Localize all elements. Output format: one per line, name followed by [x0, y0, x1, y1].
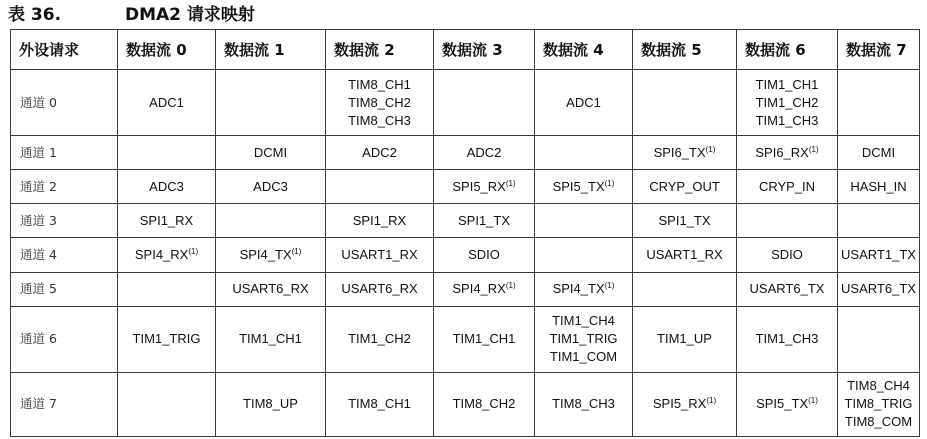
request-label: SPI1_TX [658, 212, 711, 228]
table-cell [535, 272, 633, 306]
table-title: DMA2 请求映射 [125, 5, 255, 25]
request-name [436, 144, 532, 162]
row-header-channel-7: 通道 7 [11, 372, 118, 436]
request-label: ADC2 [466, 144, 502, 160]
request-label: TIM1_CH3 [755, 112, 819, 128]
table-cell [434, 306, 535, 372]
table-cell [326, 204, 434, 238]
row-header-channel-1: 通道 1 [11, 136, 118, 170]
request-name [739, 246, 835, 264]
table-cell [326, 136, 434, 170]
table-cell [434, 170, 535, 204]
table-row [11, 70, 920, 136]
request-label: USART6_RX [232, 281, 309, 297]
request-name [328, 246, 431, 264]
row-header-channel-3: 通道 3 [11, 204, 118, 238]
request-label: SDIO [771, 247, 803, 263]
table-row [11, 372, 920, 436]
request-name [328, 330, 431, 348]
request-label: SPI6_RX [755, 144, 809, 160]
request-name [120, 178, 213, 196]
request-name [218, 280, 323, 298]
col-header-stream-4: 数据流 4 [535, 30, 633, 70]
request-name [840, 246, 917, 264]
request-label: DCMI [253, 144, 288, 160]
request-label: USART6_TX [841, 281, 916, 297]
request-label: ADC1 [149, 94, 184, 110]
table-row [11, 306, 920, 372]
request-name [328, 112, 431, 130]
request-name [635, 212, 734, 230]
request-name [537, 348, 630, 366]
table-cell [434, 238, 535, 272]
footnote-marker: (1) [188, 247, 199, 257]
col-header-peripheral-request: 外设请求 [11, 30, 118, 70]
table-cell [535, 170, 633, 204]
table-cell [737, 136, 838, 170]
table-cell [633, 238, 737, 272]
request-label: DCMI [861, 144, 896, 160]
table-cell [535, 70, 633, 136]
footnote-marker: (1) [706, 396, 717, 406]
request-name [840, 377, 917, 395]
footnote-marker: (1) [604, 178, 615, 188]
request-label: ADC1 [566, 94, 601, 110]
request-label: TIM8_CH2 [348, 94, 411, 110]
footnote-marker: (1) [505, 281, 516, 291]
table-cell [535, 372, 633, 436]
request-label: USART1_TX [841, 247, 916, 263]
request-name [739, 178, 835, 196]
request-label: TIM1_UP [657, 331, 712, 347]
request-label: TIM1_CH2 [348, 331, 411, 347]
request-label: SPI5_RX [652, 396, 707, 412]
table-cell [737, 306, 838, 372]
table-cell [118, 372, 216, 436]
request-label: SPI5_RX [452, 178, 506, 194]
request-label: USART1_RX [341, 247, 418, 263]
dma2-request-mapping-table [10, 29, 920, 437]
request-label: TIM1_TRIG [132, 331, 201, 347]
table-cell [535, 238, 633, 272]
request-label: TIM1_CH1 [755, 76, 819, 92]
request-name [739, 94, 835, 112]
request-name [635, 144, 734, 162]
table-cell [216, 238, 326, 272]
request-name [218, 330, 323, 348]
request-name [120, 94, 213, 112]
request-name [635, 395, 734, 413]
request-name [537, 178, 630, 196]
table-cell [118, 306, 216, 372]
request-label: TIM1_TRIG [549, 331, 618, 347]
table-row [11, 272, 920, 306]
table-cell [737, 70, 838, 136]
request-label: TIM8_CH4 [847, 378, 910, 394]
request-name [436, 280, 532, 298]
table-number: 表 36. [8, 5, 62, 25]
request-label: SDIO [468, 247, 500, 263]
request-label: SPI5_TX [552, 178, 605, 194]
request-label: SPI6_TX [653, 144, 706, 160]
request-name [436, 330, 532, 348]
col-header-stream-3: 数据流 3 [434, 30, 535, 70]
request-label: TIM8_CH3 [552, 396, 615, 412]
row-header-channel-6: 通道 6 [11, 306, 118, 372]
request-name [739, 112, 835, 130]
request-label: SPI4_RX [134, 247, 189, 263]
request-name [537, 330, 630, 348]
footnote-marker: (1) [505, 178, 516, 188]
footnote-marker: (1) [808, 144, 819, 154]
request-name [840, 395, 917, 413]
request-label: TIM8_TRIG [844, 396, 913, 412]
table-cell [838, 272, 920, 306]
table-cell [434, 136, 535, 170]
table-cell [838, 238, 920, 272]
table-cell [118, 272, 216, 306]
table-cell [737, 272, 838, 306]
request-name [328, 144, 431, 162]
table-cell [737, 372, 838, 436]
request-name [436, 212, 532, 230]
request-name [635, 330, 734, 348]
footnote-marker: (1) [291, 247, 302, 257]
table-cell [838, 306, 920, 372]
table-cell [216, 372, 326, 436]
request-name [635, 246, 734, 264]
table-cell [216, 272, 326, 306]
table-cell [434, 204, 535, 238]
request-name [537, 312, 630, 330]
request-name [436, 246, 532, 264]
table-cell [838, 372, 920, 436]
table-cell [118, 238, 216, 272]
request-name [328, 395, 431, 413]
row-header-channel-5: 通道 5 [11, 272, 118, 306]
request-label: ADC3 [149, 178, 184, 194]
table-cell [434, 372, 535, 436]
table-cell [633, 306, 737, 372]
request-name [739, 280, 835, 298]
request-label: TIM1_CH3 [755, 331, 819, 347]
request-name [739, 144, 835, 162]
col-header-stream-1: 数据流 1 [216, 30, 326, 70]
request-name [840, 178, 917, 196]
table-cell [326, 238, 434, 272]
request-label: TIM8_UP [243, 396, 298, 412]
footnote-marker: (1) [808, 396, 818, 406]
table-caption [8, 3, 255, 27]
request-name [328, 76, 431, 94]
request-label: SPI4_TX [552, 281, 605, 297]
request-label: TIM8_CH1 [348, 76, 411, 92]
request-label: TIM1_CH1 [452, 331, 516, 347]
table-cell [326, 306, 434, 372]
request-name [120, 246, 213, 264]
request-name [739, 76, 835, 94]
table-cell [118, 170, 216, 204]
request-name [328, 280, 431, 298]
table-cell [216, 170, 326, 204]
table-cell [326, 272, 434, 306]
col-header-stream-2: 数据流 2 [326, 30, 434, 70]
request-name [537, 280, 630, 298]
request-label: SPI1_RX [352, 212, 407, 228]
col-header-stream-0: 数据流 0 [118, 30, 216, 70]
header-row [11, 30, 920, 70]
table-cell [118, 70, 216, 136]
request-label: USART1_RX [646, 247, 723, 263]
table-cell [737, 170, 838, 204]
table-row [11, 238, 920, 272]
request-label: TIM8_CH1 [348, 396, 411, 412]
table-cell [434, 70, 535, 136]
table-body [11, 70, 920, 437]
table-cell [118, 204, 216, 238]
request-label: CRYP_IN [758, 178, 816, 194]
request-name [537, 395, 630, 413]
request-name [840, 144, 917, 162]
table-cell [535, 136, 633, 170]
table-cell [633, 170, 737, 204]
request-label: TIM8_CH3 [348, 112, 411, 128]
table-cell [838, 70, 920, 136]
request-name [218, 178, 323, 196]
request-label: TIM1_COM [549, 349, 618, 365]
footnote-marker: (1) [604, 281, 615, 291]
table-cell [633, 136, 737, 170]
table-cell [434, 272, 535, 306]
request-name [120, 212, 213, 230]
request-label: USART6_RX [341, 281, 418, 297]
table-cell [326, 372, 434, 436]
request-name [840, 413, 917, 431]
request-label: TIM1_CH2 [755, 94, 819, 110]
table-cell [216, 306, 326, 372]
table-cell [633, 204, 737, 238]
col-header-stream-5: 数据流 5 [633, 30, 737, 70]
table-cell [633, 372, 737, 436]
table-cell [838, 204, 920, 238]
request-name [436, 178, 532, 196]
request-name [739, 330, 835, 348]
request-label: SPI4_RX [452, 281, 506, 297]
table-cell [535, 306, 633, 372]
table-cell [118, 136, 216, 170]
table-cell [838, 170, 920, 204]
table-cell [326, 170, 434, 204]
request-label: SPI4_TX [239, 247, 292, 263]
table-cell [216, 70, 326, 136]
request-name [739, 395, 835, 413]
col-header-stream-6: 数据流 6 [737, 30, 838, 70]
request-name [218, 246, 323, 264]
request-name [537, 94, 630, 112]
table-row [11, 204, 920, 238]
request-name [218, 395, 323, 413]
request-label: TIM8_COM [844, 414, 913, 430]
table-cell [838, 136, 920, 170]
request-label: HASH_IN [850, 178, 907, 194]
request-label: SPI1_TX [457, 212, 511, 228]
footnote-marker: (1) [705, 144, 716, 154]
table-cell [633, 272, 737, 306]
request-label: ADC2 [362, 144, 397, 160]
request-label: SPI5_TX [756, 396, 809, 412]
request-name [218, 144, 323, 162]
request-name [120, 330, 213, 348]
table-cell [737, 238, 838, 272]
table-cell [633, 70, 737, 136]
row-header-channel-2: 通道 2 [11, 170, 118, 204]
table-cell [216, 204, 326, 238]
request-label: SPI1_RX [139, 212, 194, 228]
request-label: TIM8_CH2 [452, 396, 516, 412]
request-label: USART6_TX [749, 281, 825, 297]
request-label: CRYP_OUT [649, 178, 720, 194]
col-header-stream-7: 数据流 7 [838, 30, 920, 70]
table-cell [216, 136, 326, 170]
request-label: ADC3 [253, 178, 288, 194]
row-header-channel-4: 通道 4 [11, 238, 118, 272]
request-name [840, 280, 917, 298]
row-header-channel-0: 通道 0 [11, 70, 118, 136]
request-name [436, 395, 532, 413]
request-label: TIM1_CH1 [239, 331, 302, 347]
request-name [635, 178, 734, 196]
request-name [328, 212, 431, 230]
table-cell [326, 70, 434, 136]
request-name [328, 94, 431, 112]
table-row [11, 170, 920, 204]
request-label: TIM1_CH4 [552, 313, 615, 329]
table-cell [535, 204, 633, 238]
table-row [11, 136, 920, 170]
table-cell [737, 204, 838, 238]
